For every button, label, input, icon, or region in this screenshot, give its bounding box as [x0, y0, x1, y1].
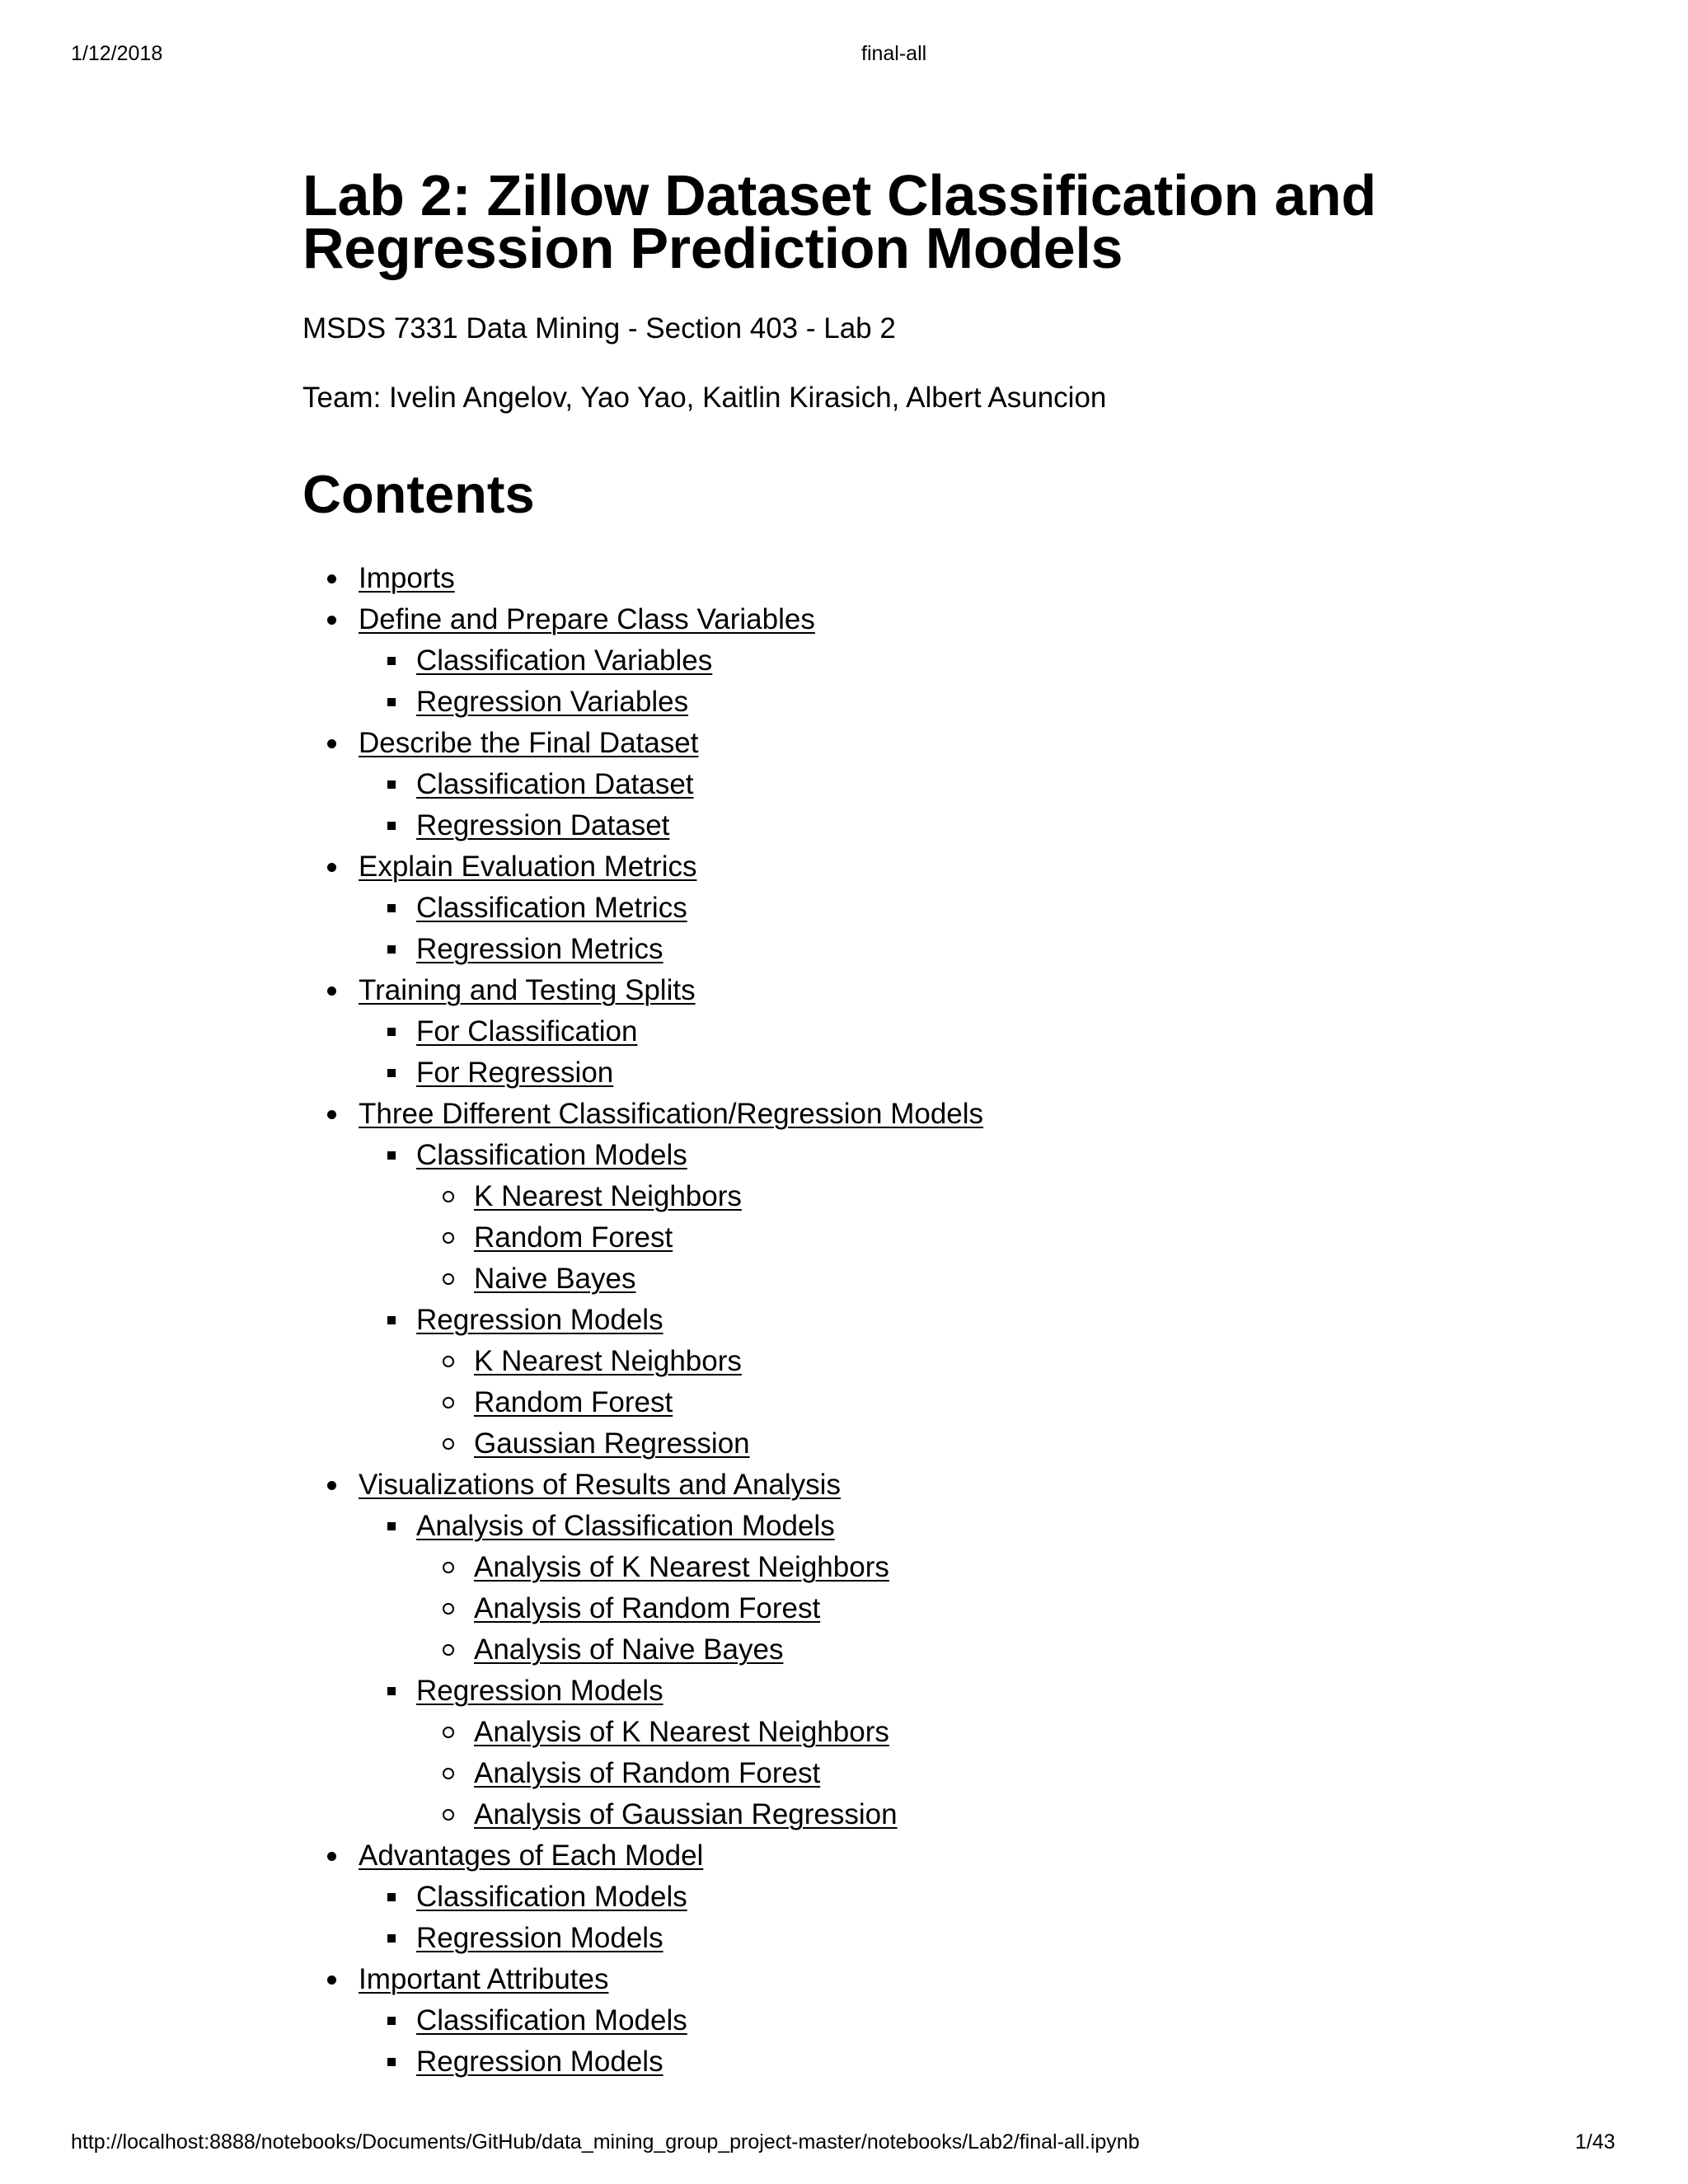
square-bullet-icon	[387, 1687, 396, 1695]
notebook-content	[302, 163, 1423, 2078]
square-bullet-icon	[387, 822, 396, 830]
print-date: 1/12/2018	[71, 42, 163, 65]
toc-link[interactable]: Classification Models	[416, 1139, 687, 1171]
toc-link[interactable]: Regression Models	[416, 1922, 663, 1954]
square-bullet-icon	[387, 1069, 396, 1077]
team-members: Team: Ivelin Angelov, Yao Yao, Kaitlin Kirasich, Albert Asuncion	[302, 382, 1107, 414]
disc-bullet-icon	[327, 1110, 336, 1119]
toc-link[interactable]: Training and Testing Splits	[359, 974, 696, 1006]
square-bullet-icon	[387, 2017, 396, 2025]
print-page-number: 1/43	[1575, 2130, 1615, 2154]
circle-bullet-icon	[443, 1603, 454, 1615]
toc-link[interactable]: For Classification	[416, 1015, 638, 1047]
toc-link[interactable]: Analysis of Gaussian Regression	[474, 1798, 898, 1830]
square-bullet-icon	[387, 1028, 396, 1036]
disc-bullet-icon	[327, 739, 336, 748]
circle-bullet-icon	[443, 1273, 454, 1285]
circle-bullet-icon	[443, 1562, 454, 1573]
toc-link[interactable]: For Regression	[416, 1057, 614, 1089]
toc-link[interactable]: Regression Models	[416, 1675, 663, 1707]
toc-link[interactable]: Important Attributes	[359, 1963, 609, 1995]
toc-link[interactable]: Three Different Classification/Regression Models	[359, 1098, 984, 1130]
circle-bullet-icon	[443, 1356, 454, 1367]
circle-bullet-icon	[443, 1397, 454, 1408]
toc-link[interactable]: Analysis of K Nearest Neighbors	[474, 1551, 889, 1583]
toc-link[interactable]: Random Forest	[474, 1386, 673, 1418]
square-bullet-icon	[387, 2058, 396, 2066]
square-bullet-icon	[387, 698, 396, 706]
toc-link[interactable]: Regression Models	[416, 2046, 663, 2078]
toc-link[interactable]: Regression Variables	[416, 686, 689, 718]
toc-link[interactable]: Regression Models	[416, 1304, 663, 1336]
square-bullet-icon	[387, 1151, 396, 1160]
toc-link[interactable]: K Nearest Neighbors	[474, 1345, 742, 1377]
toc-link[interactable]: Analysis of Random Forest	[474, 1592, 821, 1624]
circle-bullet-icon	[443, 1644, 454, 1656]
toc-link[interactable]: Classification Variables	[416, 644, 713, 677]
toc-link[interactable]: Analysis of Naive Bayes	[474, 1633, 784, 1666]
toc-link[interactable]: Classification Metrics	[416, 892, 687, 924]
square-bullet-icon	[387, 780, 396, 789]
circle-bullet-icon	[443, 1809, 454, 1821]
toc-link[interactable]: Explain Evaluation Metrics	[359, 851, 697, 883]
contents-heading: Contents	[302, 464, 535, 524]
toc-link[interactable]: Random Forest	[474, 1221, 673, 1254]
print-url: http://localhost:8888/notebooks/Documents/GitHub/data_mining_group_project-master/notebooks/Lab2/final-all.ipynb	[71, 2130, 1140, 2154]
print-page-title: final-all	[861, 42, 927, 65]
course-subtitle: MSDS 7331 Data Mining - Section 403 - Lab 2	[302, 312, 896, 344]
circle-bullet-icon	[443, 1232, 454, 1244]
circle-bullet-icon	[443, 1438, 454, 1450]
disc-bullet-icon	[327, 574, 336, 583]
circle-bullet-icon	[443, 1727, 454, 1738]
disc-bullet-icon	[327, 1481, 336, 1490]
toc-link[interactable]: Analysis of Classification Models	[416, 1510, 835, 1542]
toc-link[interactable]: Define and Prepare Class Variables	[359, 603, 815, 635]
square-bullet-icon	[387, 1316, 396, 1324]
toc-link[interactable]: Describe the Final Dataset	[359, 727, 699, 759]
disc-bullet-icon	[327, 1852, 336, 1861]
toc-link[interactable]: Regression Dataset	[416, 809, 670, 841]
disc-bullet-icon	[327, 863, 336, 872]
toc-link[interactable]: Gaussian Regression	[474, 1427, 750, 1460]
toc-link[interactable]: Imports	[359, 562, 455, 594]
square-bullet-icon	[387, 1934, 396, 1943]
disc-bullet-icon	[327, 987, 336, 996]
square-bullet-icon	[387, 904, 396, 912]
disc-bullet-icon	[327, 616, 336, 625]
toc-link[interactable]: Analysis of Random Forest	[474, 1757, 821, 1789]
toc-link[interactable]: Analysis of K Nearest Neighbors	[474, 1716, 889, 1748]
square-bullet-icon	[387, 1893, 396, 1901]
toc-link[interactable]: K Nearest Neighbors	[474, 1180, 742, 1212]
square-bullet-icon	[387, 1522, 396, 1530]
toc-link[interactable]: Visualizations of Results and Analysis	[359, 1469, 841, 1501]
square-bullet-icon	[387, 657, 396, 665]
circle-bullet-icon	[443, 1191, 454, 1202]
square-bullet-icon	[387, 945, 396, 954]
toc-link[interactable]: Regression Metrics	[416, 933, 663, 965]
disc-bullet-icon	[327, 1975, 336, 1985]
toc-link[interactable]: Classification Dataset	[416, 768, 694, 800]
toc-link[interactable]: Advantages of Each Model	[359, 1840, 704, 1872]
toc-link[interactable]: Naive Bayes	[474, 1263, 636, 1295]
toc-link[interactable]: Classification Models	[416, 2004, 687, 2036]
circle-bullet-icon	[443, 1768, 454, 1779]
toc-link[interactable]: Classification Models	[416, 1881, 687, 1913]
document-title: Lab 2: Zillow Dataset Classification and Regression Prediction Models	[302, 163, 1376, 280]
